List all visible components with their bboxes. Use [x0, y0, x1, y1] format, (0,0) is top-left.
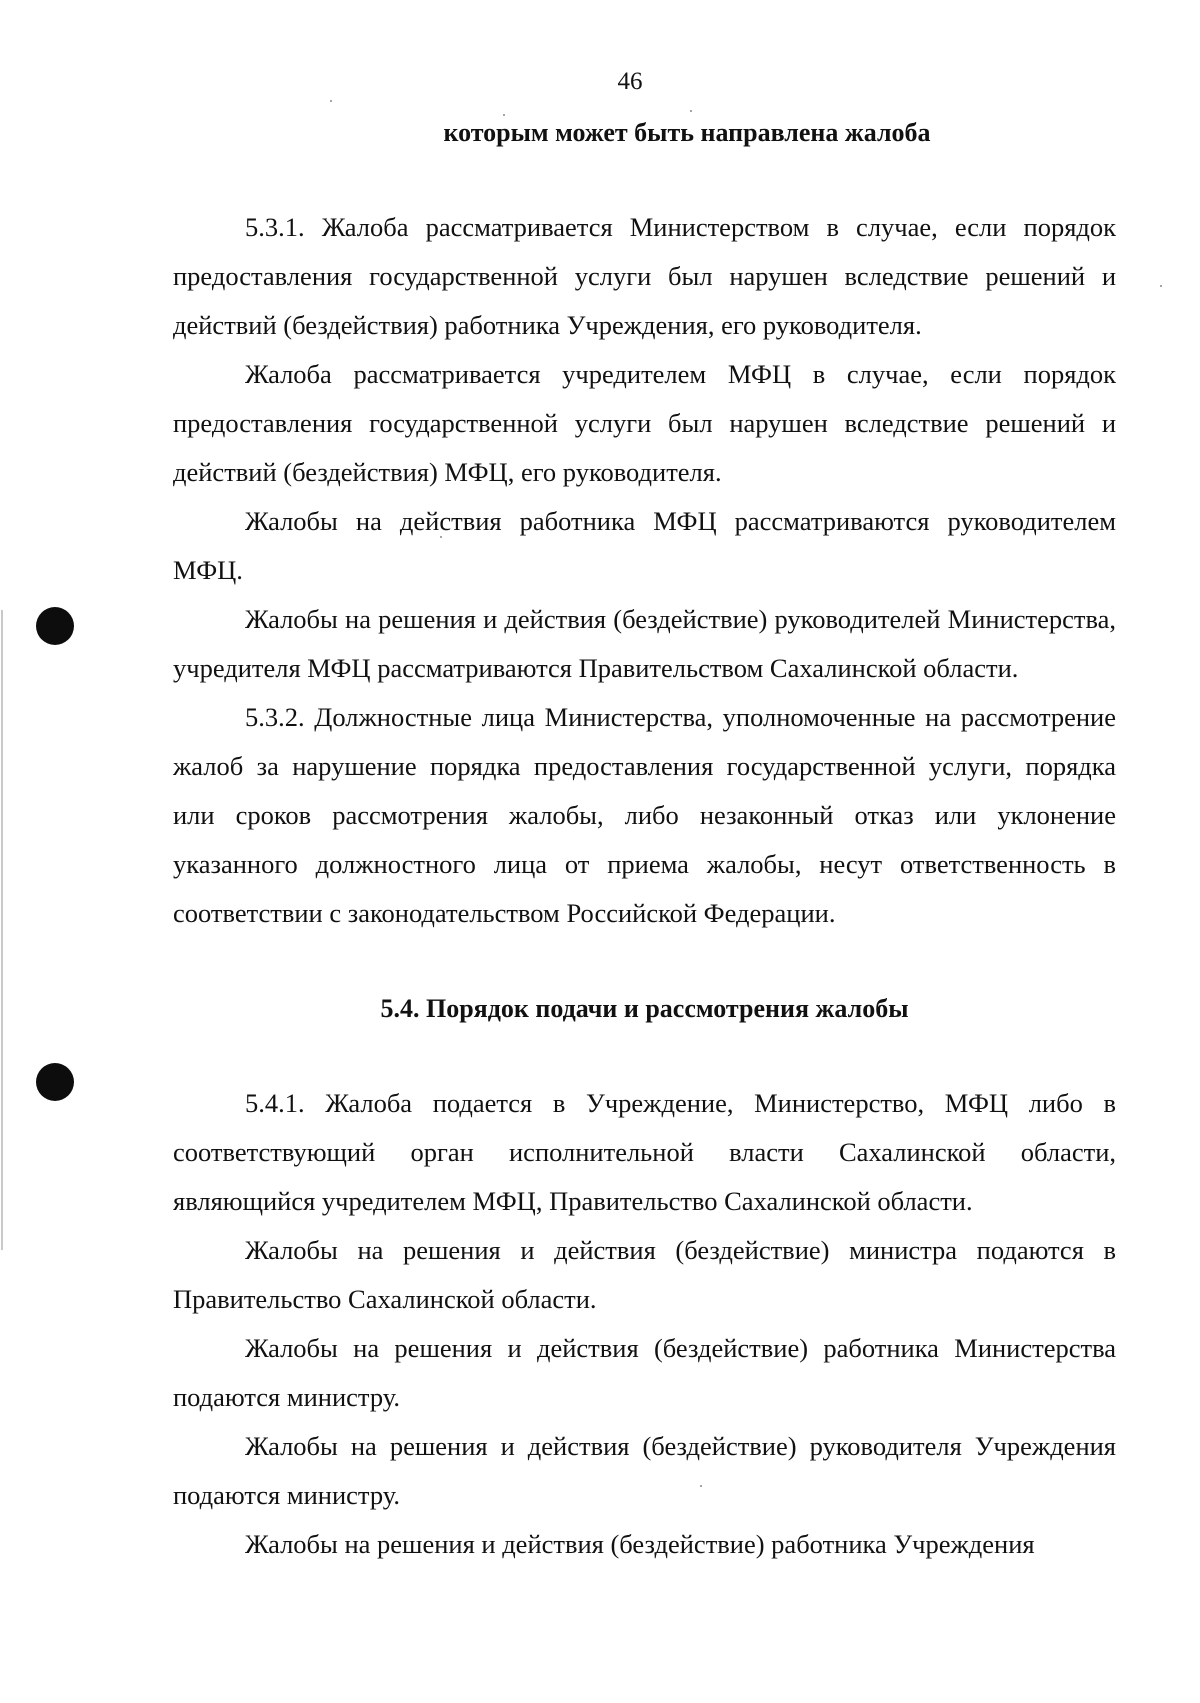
paragraph: Жалоба рассматривается учредителем МФЦ в случае, если порядок предоставления государственной услуги был нарушен вследствие решений и действий (бездействия) МФЦ, его руководителя. [173, 359, 1116, 487]
section-heading: которым может быть направлена жалоба [443, 118, 931, 147]
paragraph: 5.4.1. Жалоба подается в Учреждение, Министерство, МФЦ либо в соответствующий орган исполнительной власти Сахалинской области, являющийся учредителем МФЦ, Правительство Сахалинской области. [173, 1088, 1116, 1216]
paragraph: Жалобы на решения и действия (бездействие) работника Министерства подаются министру. [173, 1333, 1116, 1412]
paragraph: 5.3.1. Жалоба рассматривается Министерством в случае, если порядок предоставления государственной услуги был нарушен вследствие решений и действий (бездействия) работника Учреждения, его руководителя. [173, 212, 1116, 340]
paragraph: Жалобы на решения и действия (бездействие) министра подаются в Правительство Сахалинской области. [173, 1235, 1116, 1314]
page-number: 46 [617, 68, 643, 95]
paragraph: 5.3.2. Должностные лица Министерства, уполномоченные на рассмотрение жалоб за нарушение порядка предоставления государственной услуги, порядка или сроков рассмотрения жалобы, либо незаконный отказ или уклонение указанного должностного лица от приема жалобы, несут ответственность в соответствии с законодательством Российской Федерации. [173, 702, 1116, 928]
paragraph: Жалобы на решения и действия (бездействие) руководителей Министерства, учредителя МФЦ рассматриваются Правительством Сахалинской области. [173, 604, 1116, 683]
document-body [173, 108, 1116, 1569]
binder-hole-top [36, 607, 74, 645]
scan-edge-line [1, 610, 3, 1250]
paragraph: Жалобы на решения и действия (бездействие) работника Учреждения [245, 1529, 1035, 1559]
binder-hole-bottom [36, 1063, 74, 1101]
section-heading: 5.4. Порядок подачи и рассмотрения жалобы [380, 994, 909, 1023]
scan-speck [330, 100, 332, 102]
paragraph: Жалобы на действия работника МФЦ рассматриваются руководителем МФЦ. [173, 506, 1116, 585]
paragraph: Жалобы на решения и действия (бездействие) руководителя Учреждения подаются министру. [173, 1431, 1116, 1510]
scan-speck [1160, 285, 1162, 287]
